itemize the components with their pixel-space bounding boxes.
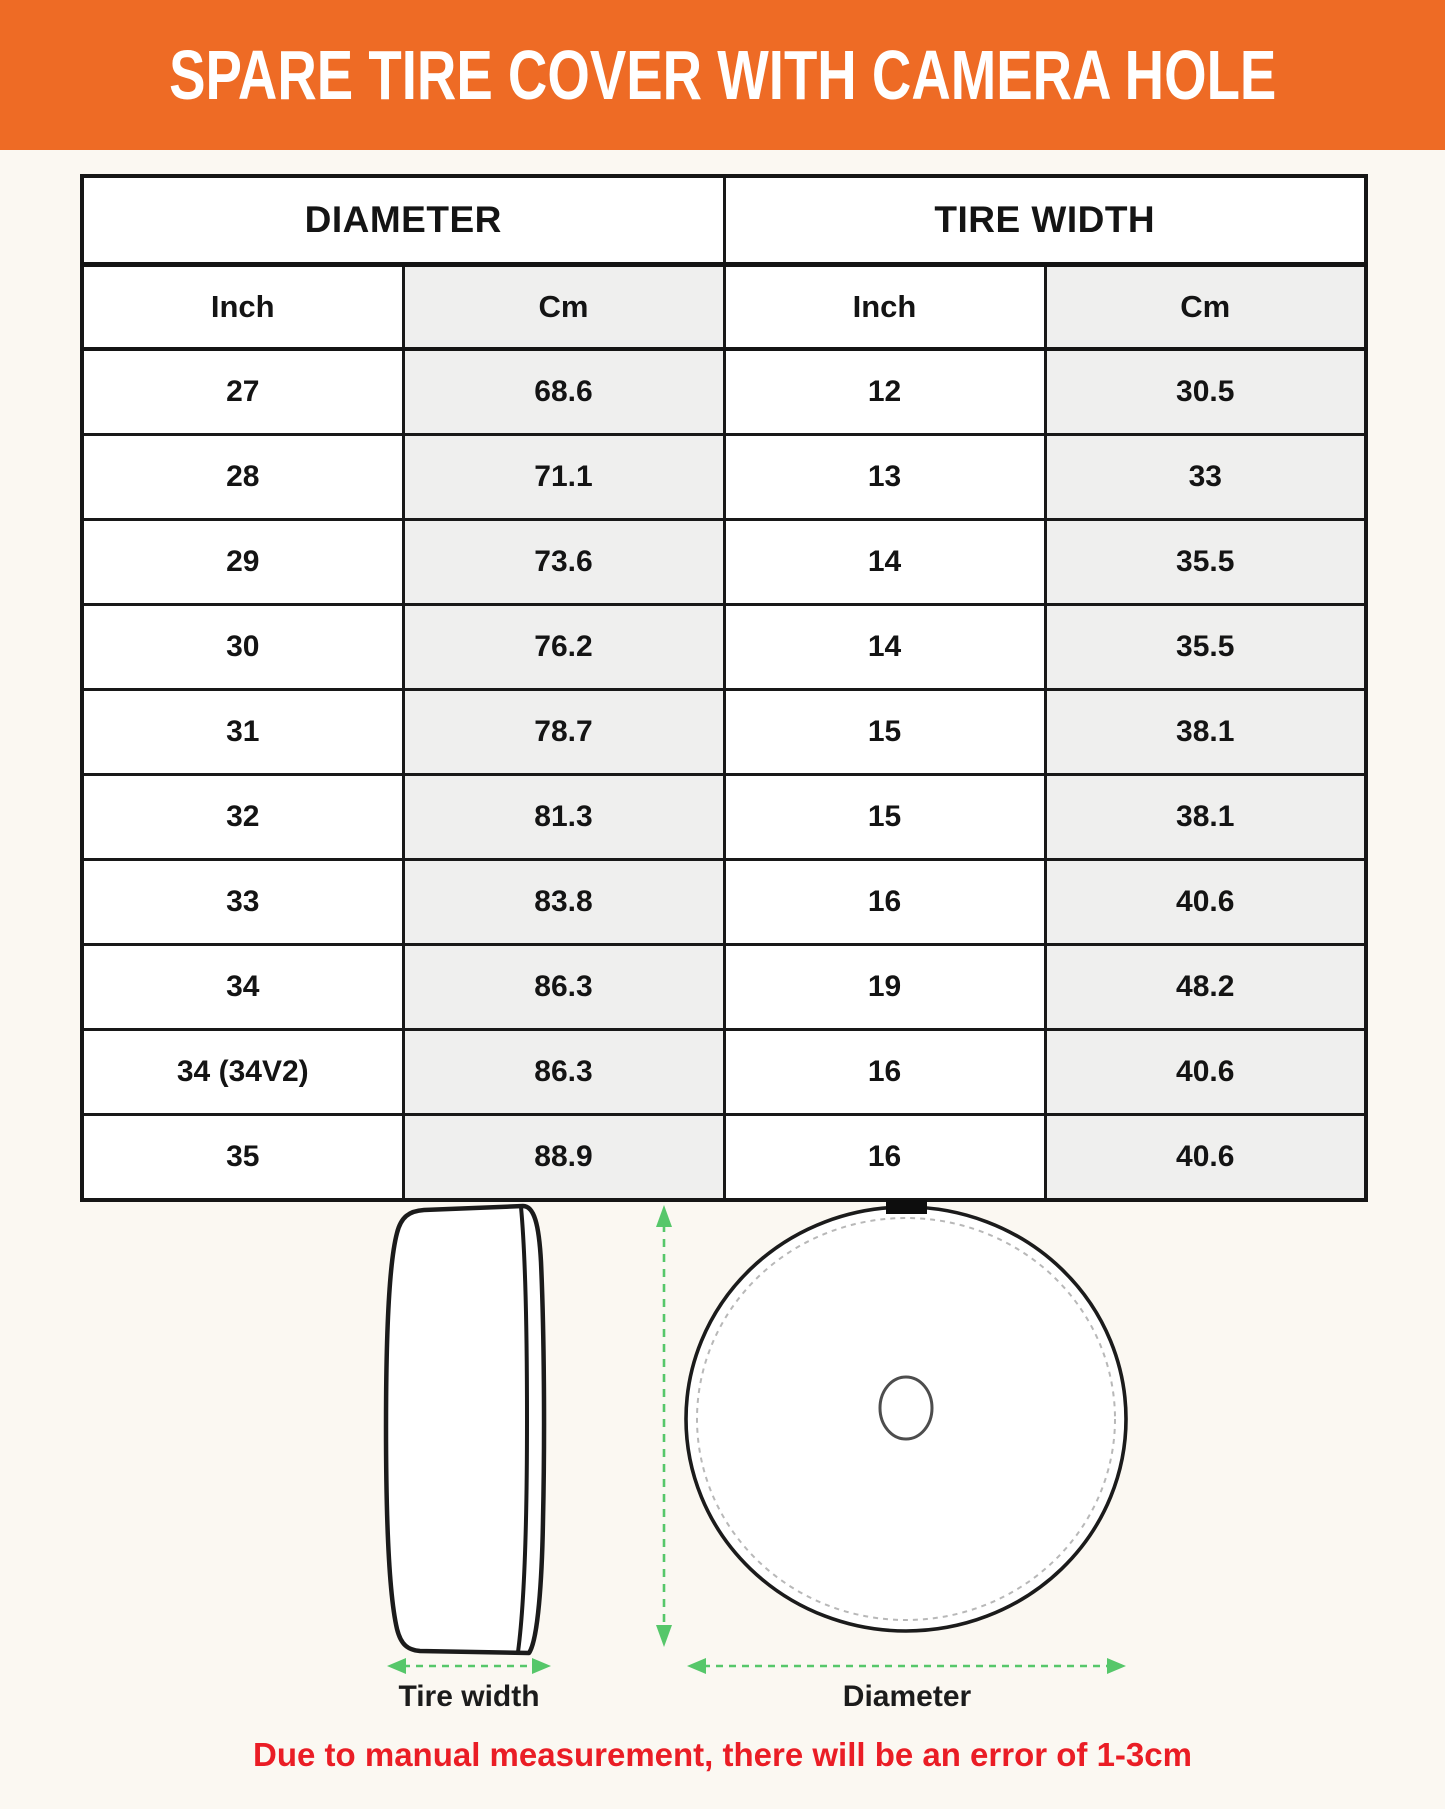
table-cell: 86.3 (403, 1030, 724, 1115)
table-cell: 76.2 (403, 605, 724, 690)
diameter-inch-header: Inch (82, 265, 403, 350)
table-row (82, 520, 1366, 605)
table-cell: 78.7 (403, 690, 724, 775)
table-cell: 31 (82, 690, 403, 775)
table-row (82, 775, 1366, 860)
table-cell: 15 (724, 690, 1045, 775)
table-row (82, 435, 1366, 520)
table-row (82, 349, 1366, 435)
table-cell: 40.6 (1045, 1030, 1366, 1115)
table-cell: 33 (1045, 435, 1366, 520)
size-table-body (82, 349, 1366, 1200)
table-row (82, 945, 1366, 1030)
table-cell: 16 (724, 1030, 1045, 1115)
table-cell: 38.1 (1045, 775, 1366, 860)
table-cell: 32 (82, 775, 403, 860)
tire-width-label: Tire width (398, 1680, 540, 1713)
table-cell: 40.6 (1045, 860, 1366, 945)
table-cell: 83.8 (403, 860, 724, 945)
table-cell: 15 (724, 775, 1045, 860)
table-row (82, 605, 1366, 690)
table-row (82, 860, 1366, 945)
table-cell: 38.1 (1045, 690, 1366, 775)
measurement-note: Due to manual measurement, there will be an error of 1-3cm (253, 1736, 1192, 1773)
arrow-up-icon (656, 1205, 672, 1227)
arrow-left-icon (687, 1658, 706, 1674)
table-row (82, 690, 1366, 775)
tire-side-outline (386, 1206, 544, 1653)
tire-width-arrow (387, 1658, 551, 1674)
tirewidth-cm-header: Cm (1045, 265, 1366, 350)
sub-header-row (82, 265, 1366, 350)
table-cell: 68.6 (403, 349, 724, 435)
table-cell: 28 (82, 435, 403, 520)
tire-front-view (686, 1200, 1126, 1631)
arrow-left-icon (387, 1658, 406, 1674)
table-cell: 30.5 (1045, 349, 1366, 435)
table-cell: 16 (724, 1115, 1045, 1201)
size-table (80, 174, 1368, 1202)
diameter-horizontal-arrow (687, 1658, 1126, 1674)
table-cell: 35.5 (1045, 520, 1366, 605)
table-cell: 12 (724, 349, 1045, 435)
tire-diagram (0, 1190, 1445, 1725)
table-row (82, 1030, 1366, 1115)
table-cell: 71.1 (403, 435, 724, 520)
diameter-cm-header: Cm (403, 265, 724, 350)
tire-width-group-header: TIRE WIDTH (724, 176, 1366, 265)
table-row (82, 1115, 1366, 1201)
arrow-right-icon (1107, 1658, 1126, 1674)
table-cell: 34 (34V2) (82, 1030, 403, 1115)
camera-hole-icon (880, 1377, 932, 1439)
group-header-row (82, 176, 1366, 265)
table-cell: 35.5 (1045, 605, 1366, 690)
table-cell: 14 (724, 520, 1045, 605)
valve-notch-icon (886, 1200, 927, 1214)
table-cell: 88.9 (403, 1115, 724, 1201)
table-cell: 30 (82, 605, 403, 690)
size-table-head (82, 176, 1366, 349)
tire-side-view (386, 1206, 544, 1653)
table-cell: 13 (724, 435, 1045, 520)
table-cell: 81.3 (403, 775, 724, 860)
banner (0, 0, 1445, 150)
table-cell: 48.2 (1045, 945, 1366, 1030)
table-cell: 33 (82, 860, 403, 945)
diameter-vertical-arrow (656, 1205, 672, 1647)
table-cell: 40.6 (1045, 1115, 1366, 1201)
table-cell: 34 (82, 945, 403, 1030)
table-cell: 16 (724, 860, 1045, 945)
page-title: SPARE TIRE COVER WITH CAMERA HOLE (168, 36, 1277, 114)
diameter-group-header: DIAMETER (82, 176, 724, 265)
table-cell: 73.6 (403, 520, 724, 605)
table-cell: 29 (82, 520, 403, 605)
table-cell: 19 (724, 945, 1045, 1030)
diameter-label: Diameter (842, 1680, 972, 1713)
table-cell: 86.3 (403, 945, 724, 1030)
tirewidth-inch-header: Inch (724, 265, 1045, 350)
arrow-down-icon (656, 1625, 672, 1647)
arrow-right-icon (532, 1658, 551, 1674)
table-cell: 14 (724, 605, 1045, 690)
table-cell: 35 (82, 1115, 403, 1201)
table-cell: 27 (82, 349, 403, 435)
